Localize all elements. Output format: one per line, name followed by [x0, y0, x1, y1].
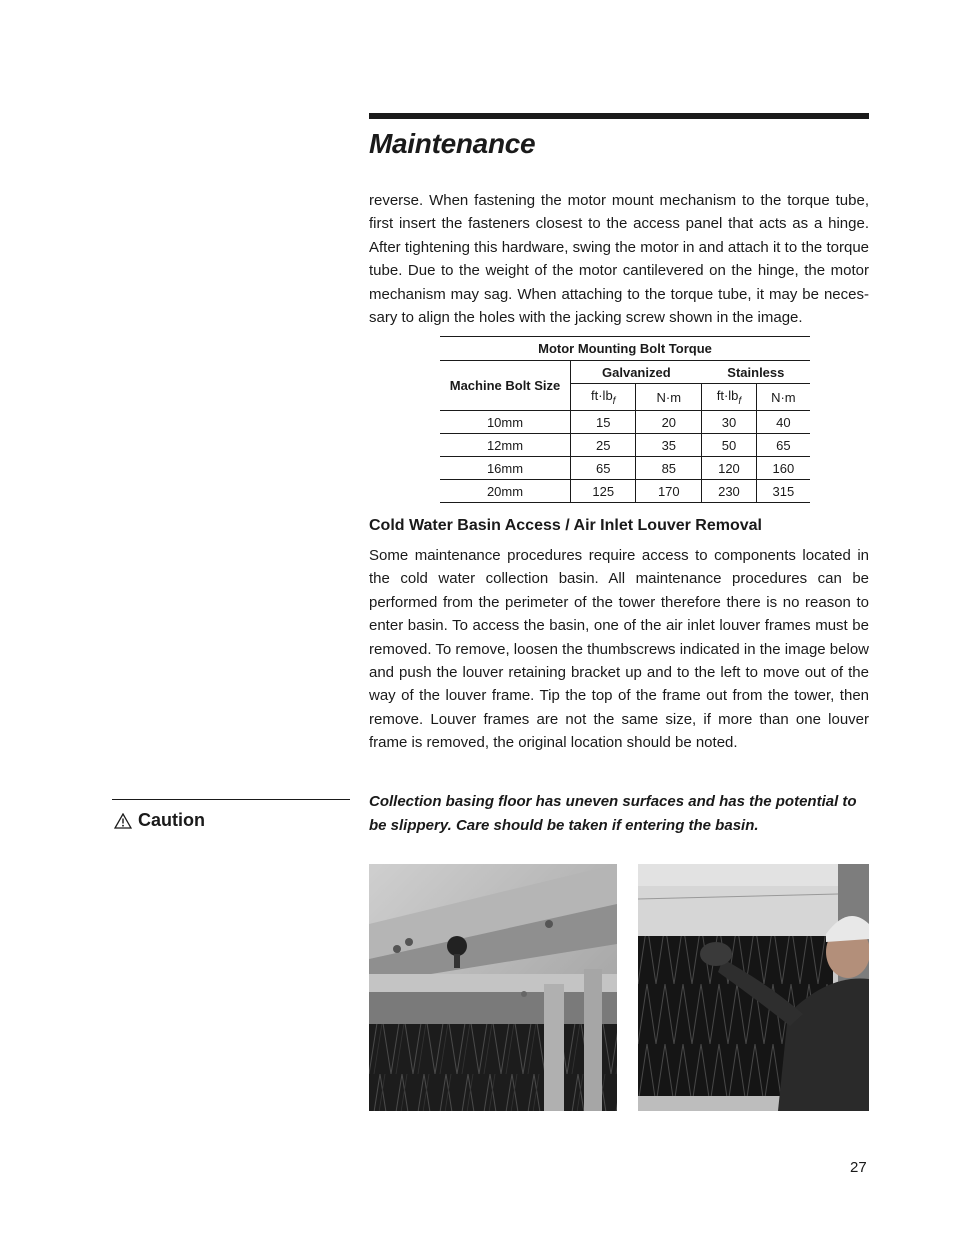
table-caption: Motor Mounting Bolt Torque: [440, 337, 810, 361]
louver-bracket-photo: [369, 864, 617, 1111]
galv-ftlb-cell: 65: [571, 457, 636, 480]
caution-label: [114, 810, 205, 831]
galv-nm-cell: 85: [636, 457, 702, 480]
section-heading: Cold Water Basin Access / Air Inlet Louver Removal: [369, 517, 762, 534]
bolt-size-cell: 10mm: [440, 411, 571, 434]
unit-header-nm: N·m: [636, 384, 702, 411]
table-row: [440, 434, 810, 457]
table-row: [440, 480, 810, 503]
bolt-size-cell: 16mm: [440, 457, 571, 480]
galv-nm-cell: 35: [636, 434, 702, 457]
section-paragraph: Some maintenance procedures require access to components located in the cold water collection basin. All maintenance procedures can be performed from the perimeter of the tower therefore there is no reason to enter basin. To access the basin, one of the air inlet louver frames must be removed. To remove, loosen the thumbscrews indicated in the image below and push the louver retaining bracket up and to the left to move out of the way of the louver frame. Tip the top of the frame out from the tower, then remove. Louver frames are not the same size, if more than one louver frame is removed, the original location should be noted.: [369, 547, 869, 752]
caution-rule: [112, 799, 350, 800]
intro-paragraph: reverse. When fastening the motor mount mechanism to the torque tube, first insert the fasteners closest to the access panel that acts as a hinge. After tightening this hardware, swing the motor in and attach it to the torque tube. Due to the weight of the motor cantilevered on the hinge, the motor mechanism may sag. When attaching to the torque tube, it may be neces-sary to align the holes with the jacking screw shown in the image.: [369, 192, 869, 327]
louver-removal-photo: [638, 864, 869, 1111]
caution-text: Collection basing floor has uneven surfaces and has the potential to be slippery. Care should be taken if entering the basin.: [369, 793, 857, 834]
unit-header-nm: N·m: [756, 384, 810, 411]
stain-ftlb-cell: 120: [702, 457, 757, 480]
stain-ftlb-cell: 30: [702, 411, 757, 434]
column-group-galvanized: Galvanized: [571, 361, 702, 384]
galv-nm-cell: 20: [636, 411, 702, 434]
stain-nm-cell: 160: [756, 457, 810, 480]
stain-nm-cell: 315: [756, 480, 810, 503]
page-number: 27: [850, 1159, 867, 1176]
torque-table: [440, 336, 810, 503]
caution-heading: Caution: [138, 810, 205, 830]
bolt-size-cell: 12mm: [440, 434, 571, 457]
column-header-bolt-size: Machine Bolt Size: [440, 361, 571, 411]
header-rule: [369, 113, 869, 119]
warning-triangle-icon: [114, 813, 132, 829]
galv-ftlb-cell: 125: [571, 480, 636, 503]
unit-header-ftlb: $ft\cdot lb_f$: [702, 384, 757, 411]
stain-ftlb-cell: 230: [702, 480, 757, 503]
page-title: Maintenance: [369, 128, 536, 159]
stain-ftlb-cell: 50: [702, 434, 757, 457]
stain-nm-cell: 65: [756, 434, 810, 457]
column-group-stainless: Stainless: [702, 361, 810, 384]
bolt-size-cell: 20mm: [440, 480, 571, 503]
stain-nm-cell: 40: [756, 411, 810, 434]
galv-nm-cell: 170: [636, 480, 702, 503]
galv-ftlb-cell: 15: [571, 411, 636, 434]
table-row: [440, 411, 810, 434]
galv-ftlb-cell: 25: [571, 434, 636, 457]
unit-header-ftlb: $ft\cdot lb_f$: [571, 384, 636, 411]
table-row: [440, 457, 810, 480]
